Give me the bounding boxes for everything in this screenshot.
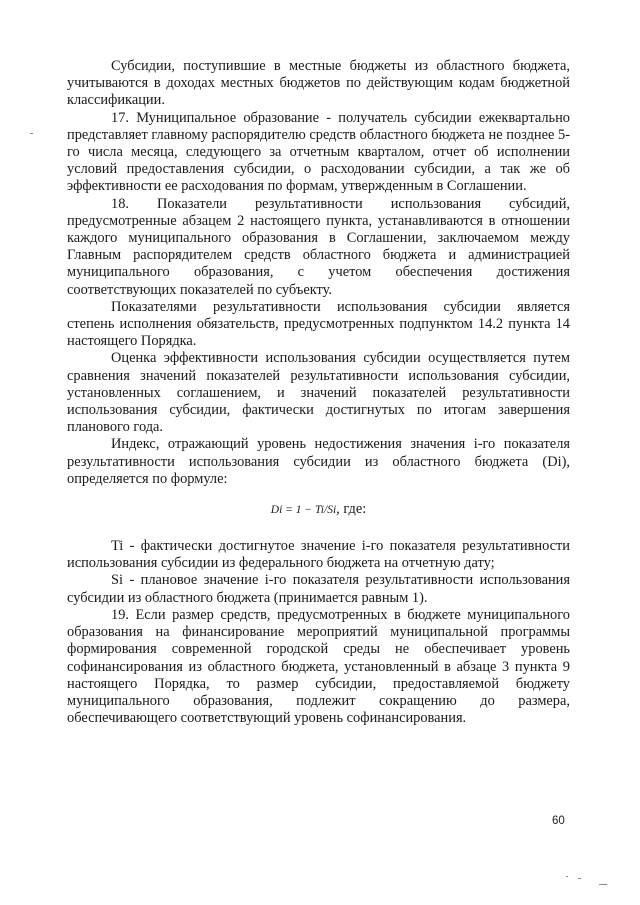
paragraph-item-19: 19. Если размер средств, предусмотренных в бюджете муниципального образования на финансирование мероприятий муниципальной программы формирования современной городской среды не обеспечивает уровень софинансирования из областного бюджета, установленный в абзаце 3 пункта 9 настоящего Порядка, то размер субсидии, предоставляемой бюджету муниципального образования, подлежит сокращению до размера, обеспечивающего соответствующий уровень софинансирования. xyxy=(67,606,570,727)
document-page xyxy=(67,58,570,727)
paragraph-subsidies-income: Субсидии, поступившие в местные бюджеты из областного бюджета, учитываются в доходах местных бюджетов по действующим кодам бюджетной классификации. xyxy=(67,58,570,109)
formula-suffix: , где: xyxy=(336,501,367,518)
paragraph-item-18: 18. Показатели результативности использования субсидий, предусмотренные абзацем 2 настоящего пункта, устанавливаются в отношении каждого муниципального образования в Соглашении, заключаемом между Главным распорядителем средств областного бюджета и администрацией муниципального образования, с учетом обеспечения достижения соответствующих показателей по субъекту. xyxy=(67,195,570,298)
paragraph-index-definition: Индекс, отражающий уровень недостижения значения i-го показателя результативности использования субсидии из областного бюджета (Di), определяется по формуле: xyxy=(67,436,570,487)
scan-mark xyxy=(599,884,607,885)
scan-mark xyxy=(566,876,568,877)
formula-expression: Di = 1 − Ti/Si xyxy=(270,504,337,517)
formula xyxy=(67,500,570,519)
paragraph-si-definition: Si - плановое значение i-го показателя результативности использования субсидии из областного бюджета (принимается равным 1). xyxy=(67,572,570,606)
paragraph-item-17: 17. Муниципальное образование - получатель субсидии ежеквартально представляет главному распорядителю средств областного бюджета не позднее 5-го числа месяца, следующего за отчетным кварталом, отчет об исполнении условий предоставления субсидии, о расходовании субсидии, а так же об эффективности ее расходования по формам, утвержденным в Соглашении. xyxy=(67,109,570,195)
paragraph-efficiency-assessment: Оценка эффективности использования субсидии осуществляется путем сравнения значений показателей результативности использования субсидии, установленных соглашением, и значений показателей результативности использования субсидии, фактически достигнутых по итогам завершения планового года. xyxy=(67,350,570,436)
page-number: 60 xyxy=(552,815,565,827)
scan-mark xyxy=(578,878,581,879)
scan-mark xyxy=(30,133,33,134)
paragraph-ti-definition: Ti - фактически достигнутое значение i-го показателя результативности использования субсидии из федерального бюджета на отчетную дату; xyxy=(67,538,570,572)
paragraph-performance-indicators: Показателями результативности использования субсидии является степень исполнения обязательств, предусмотренных подпунктом 14.2 пункта 14 настоящего Порядка. xyxy=(67,298,570,350)
